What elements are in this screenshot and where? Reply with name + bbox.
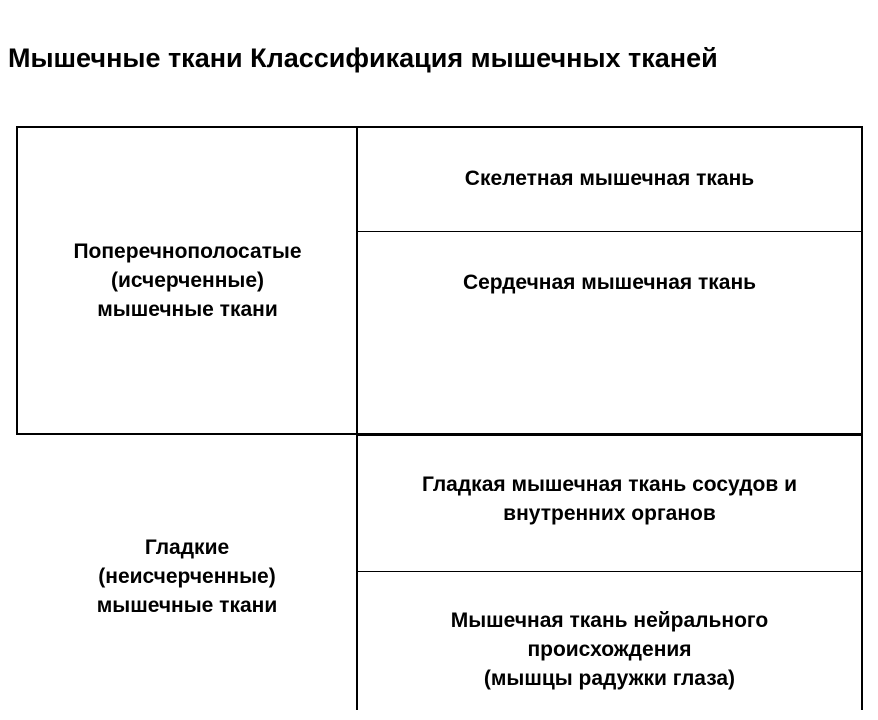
cardiac-tissue-cell: [356, 231, 863, 435]
neural-origin-tissue-label: Мышечная ткань нейрального происхождения (мышцы радужки глаза): [450, 609, 769, 690]
skeletal-tissue-cell: [356, 126, 863, 232]
smooth-visceral-tissue-label: Гладкая мышечная ткань сосудов и внутренних органов: [421, 473, 798, 525]
group-smooth-cell: [16, 434, 358, 710]
skeletal-tissue-label: Скелетная мышечная ткань: [464, 167, 755, 190]
page-title: Мышечные ткани Классификация мышечных тканей: [8, 43, 718, 73]
smooth-visceral-tissue-cell: [356, 434, 863, 572]
cardiac-tissue-label: Сердечная мышечная ткань: [462, 271, 757, 294]
group-smooth-label: Гладкие (неисчерченные) мышечные ткани: [96, 535, 278, 617]
group-striated-label: Поперечнополосатые (исчерченные) мышечные ткани: [73, 240, 302, 321]
group-striated-cell: [16, 126, 358, 435]
neural-origin-tissue-cell: [356, 571, 863, 710]
